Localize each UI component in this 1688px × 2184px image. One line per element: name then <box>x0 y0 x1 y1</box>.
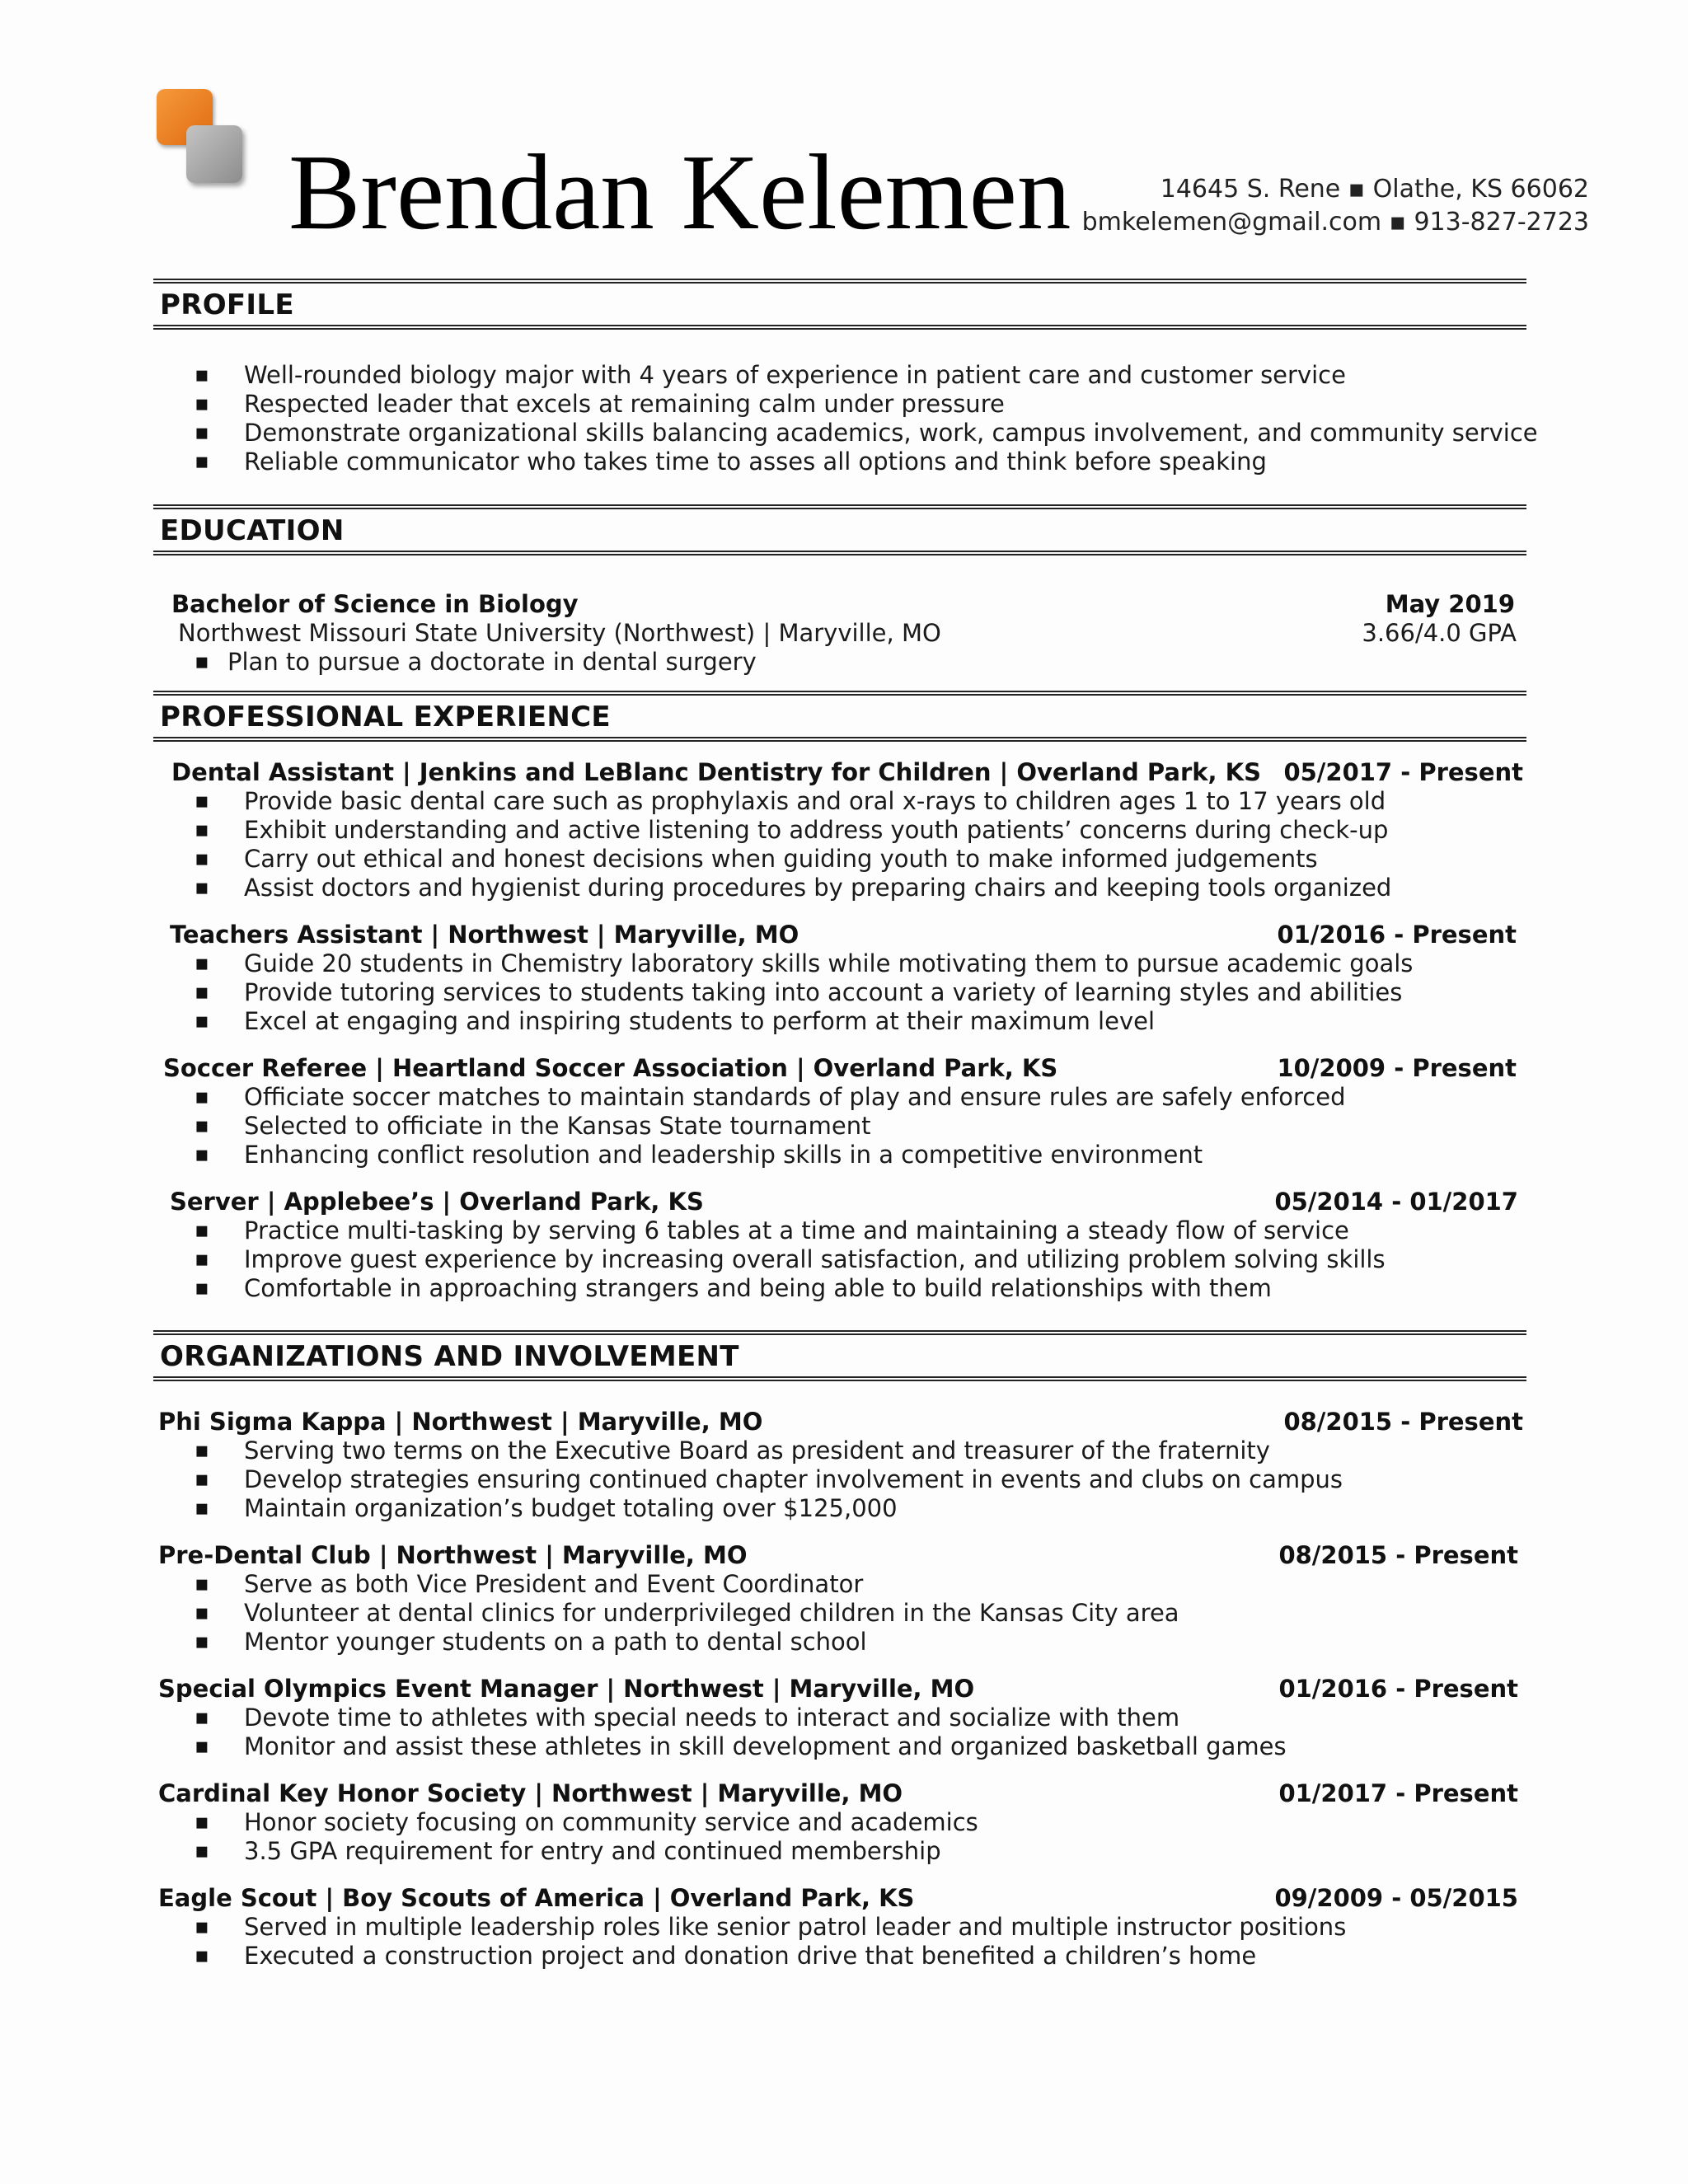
entry-header <box>153 1779 1526 1808</box>
section-title: PROFILE <box>160 288 294 321</box>
divider <box>153 1330 1526 1335</box>
job-entry <box>153 921 1526 1036</box>
organization-bullets <box>153 1436 1526 1523</box>
organization-bullets <box>153 1704 1526 1761</box>
list-item: ▪ Selected to officiate in the Kansas State tournament <box>153 1112 1526 1141</box>
candidate-name: Brendan Kelemen <box>288 133 1071 252</box>
organization-bullets <box>153 1808 1526 1866</box>
divider <box>153 279 1526 284</box>
entry-header <box>153 1188 1526 1216</box>
list-item: ▪ 3.5 GPA requirement for entry and continued membership <box>153 1837 1526 1866</box>
list-item: ▪ Provide basic dental care such as prophylaxis and oral x-rays to children ages 1 to 17 years old <box>153 787 1526 816</box>
list-item: ▪ Practice multi-tasking by serving 6 tables at a time and maintaining a steady flow of service <box>153 1216 1526 1245</box>
address-line: 14645 S. Rene ▪ Olathe, KS 66062 <box>1160 175 1589 204</box>
organization-entry <box>153 1408 1526 1523</box>
list-item: ▪ Mentor younger students on a path to dental school <box>153 1628 1526 1657</box>
job-bullets <box>153 787 1526 902</box>
list-item: ▪ Monitor and assist these athletes in skill development and organized basketball games <box>153 1732 1526 1761</box>
job-bullets <box>153 1216 1526 1303</box>
list-item: ▪ Provide tutoring services to students taking into account a variety of learning styles and abilities <box>153 978 1526 1007</box>
organization-title: Special Olympics Event Manager | Northwest | Maryville, MO <box>158 1675 975 1703</box>
entry-date: 05/2017 - Present <box>1283 758 1523 786</box>
education-entry <box>153 590 1526 677</box>
section-header <box>153 691 1526 742</box>
section-title: ORGANIZATIONS AND INVOLVEMENT <box>160 1340 739 1373</box>
entry-date: 10/2009 - Present <box>1277 1054 1517 1082</box>
entry-header <box>153 1408 1526 1436</box>
list-item: ▪ Develop strategies ensuring continued chapter involvement in events and clubs on campus <box>153 1465 1526 1494</box>
organization-entry <box>153 1541 1526 1657</box>
list-item: ▪ Serving two terms on the Executive Board as president and treasurer of the fraternity <box>153 1436 1526 1465</box>
entry-header <box>153 590 1526 619</box>
list-item: ▪ Maintain organization’s budget totaling over $125,000 <box>153 1494 1526 1523</box>
entry-date: 08/2015 - Present <box>1283 1408 1523 1436</box>
organization-entry <box>153 1675 1526 1761</box>
list-item: ▪ Improve guest experience by increasing overall satisfaction, and utilizing problem solving skills <box>153 1245 1526 1274</box>
entry-date: 01/2016 - Present <box>1277 921 1517 949</box>
organization-entry <box>153 1779 1526 1866</box>
list-item: ▪ Served in multiple leadership roles like senior patrol leader and multiple instructor positions <box>153 1913 1526 1942</box>
section-header <box>153 279 1526 330</box>
section-title: PROFESSIONAL EXPERIENCE <box>160 701 611 733</box>
entry-date: 05/2014 - 01/2017 <box>1274 1188 1518 1216</box>
contact-block <box>1082 173 1589 239</box>
education-bullets <box>153 648 1526 677</box>
entry-header <box>153 758 1526 787</box>
experience-section <box>153 691 1526 1303</box>
list-item: ▪ Plan to pursue a doctorate in dental surgery <box>153 648 1526 677</box>
job-title: Dental Assistant | Jenkins and LeBlanc Dentistry for Children | Overland Park, KS <box>171 758 1262 786</box>
list-item: ▪ Honor society focusing on community service and academics <box>153 1808 1526 1837</box>
entry-date: 01/2017 - Present <box>1278 1779 1518 1807</box>
list-item: ▪ Excel at engaging and inspiring students to perform at their maximum level <box>153 1007 1526 1036</box>
profile-section <box>153 279 1538 476</box>
organization-bullets <box>153 1570 1526 1657</box>
organization-title: Eagle Scout | Boy Scouts of America | Overland Park, KS <box>158 1884 915 1912</box>
job-entry <box>153 1054 1526 1169</box>
list-item: ▪ Volunteer at dental clinics for underprivileged children in the Kansas City area <box>153 1599 1526 1628</box>
job-title: Teachers Assistant | Northwest | Maryville, MO <box>170 921 799 949</box>
organization-entry <box>153 1884 1526 1971</box>
entry-header <box>153 1884 1526 1913</box>
organization-title: Cardinal Key Honor Society | Northwest | Maryville, MO <box>158 1779 903 1807</box>
section-header <box>153 504 1526 555</box>
entry-date: 01/2016 - Present <box>1278 1675 1518 1703</box>
list-item: ▪ Assist doctors and hygienist during procedures by preparing chairs and keeping tools organized <box>153 874 1526 902</box>
entry-header <box>153 1054 1526 1083</box>
divider <box>153 1376 1526 1381</box>
logo-squares-icon <box>157 89 247 196</box>
entry-header <box>153 1541 1526 1570</box>
profile-bullets <box>153 361 1538 476</box>
section-header <box>153 1330 1526 1381</box>
divider <box>153 551 1526 555</box>
list-item: ▪ Comfortable in approaching strangers and being able to build relationships with them <box>153 1274 1526 1303</box>
job-title: Soccer Referee | Heartland Soccer Association | Overland Park, KS <box>163 1054 1058 1082</box>
divider <box>153 325 1526 330</box>
organization-bullets <box>153 1913 1526 1971</box>
list-item: ▪ Respected leader that excels at remaining calm under pressure <box>153 390 1526 419</box>
entry-date: May 2019 <box>1385 590 1515 618</box>
gray-square-icon <box>186 125 242 183</box>
divider <box>153 504 1526 509</box>
organization-title: Phi Sigma Kappa | Northwest | Maryville, MO <box>158 1408 763 1436</box>
list-item: ▪ Officiate soccer matches to maintain standards of play and ensure rules are safely enforced <box>153 1083 1526 1112</box>
job-bullets <box>153 1083 1526 1169</box>
degree-title: Bachelor of Science in Biology <box>171 590 579 618</box>
job-entry <box>153 1188 1526 1303</box>
divider <box>153 737 1526 742</box>
divider <box>153 691 1526 696</box>
organizations-section <box>153 1330 1526 1971</box>
list-item: ▪ Enhancing conflict resolution and leadership skills in a competitive environment <box>153 1141 1526 1169</box>
section-title: EDUCATION <box>160 514 345 547</box>
list-item: ▪ Serve as both Vice President and Event Coordinator <box>153 1570 1526 1599</box>
list-item: ▪ Guide 20 students in Chemistry laboratory skills while motivating them to pursue academic goals <box>153 949 1526 978</box>
list-item: ▪ Reliable communicator who takes time to asses all options and think before speaking <box>153 448 1526 476</box>
entry-header <box>153 1675 1526 1704</box>
entry-header <box>153 921 1526 949</box>
entry-date: 09/2009 - 05/2015 <box>1274 1884 1518 1912</box>
job-entry <box>153 758 1526 902</box>
list-item: ▪ Carry out ethical and honest decisions when guiding youth to make informed judgements <box>153 845 1526 874</box>
list-item: ▪ Exhibit understanding and active listening to address youth patients’ concerns during check-up <box>153 816 1526 845</box>
list-item: ▪ Devote time to athletes with special needs to interact and socialize with them <box>153 1704 1526 1732</box>
organization-title: Pre-Dental Club | Northwest | Maryville, MO <box>158 1541 748 1569</box>
gpa-value: 3.66/4.0 GPA <box>1362 619 1517 647</box>
school-name: Northwest Missouri State University (Northwest) | Maryville, MO <box>178 619 941 647</box>
job-bullets <box>153 949 1526 1036</box>
job-title: Server | Applebee’s | Overland Park, KS <box>170 1188 704 1216</box>
list-item: ▪ Well-rounded biology major with 4 years of experience in patient care and customer service <box>153 361 1526 390</box>
entry-date: 08/2015 - Present <box>1278 1541 1518 1569</box>
list-item: ▪ Demonstrate organizational skills balancing academics, work, campus involvement, and community service <box>153 419 1526 448</box>
email-phone-line: bmkelemen@gmail.com ▪ 913-827-2723 <box>1081 208 1589 237</box>
education-section <box>153 504 1526 677</box>
school-line <box>153 619 1526 648</box>
list-item: ▪ Executed a construction project and donation drive that benefited a children’s home <box>153 1942 1526 1971</box>
